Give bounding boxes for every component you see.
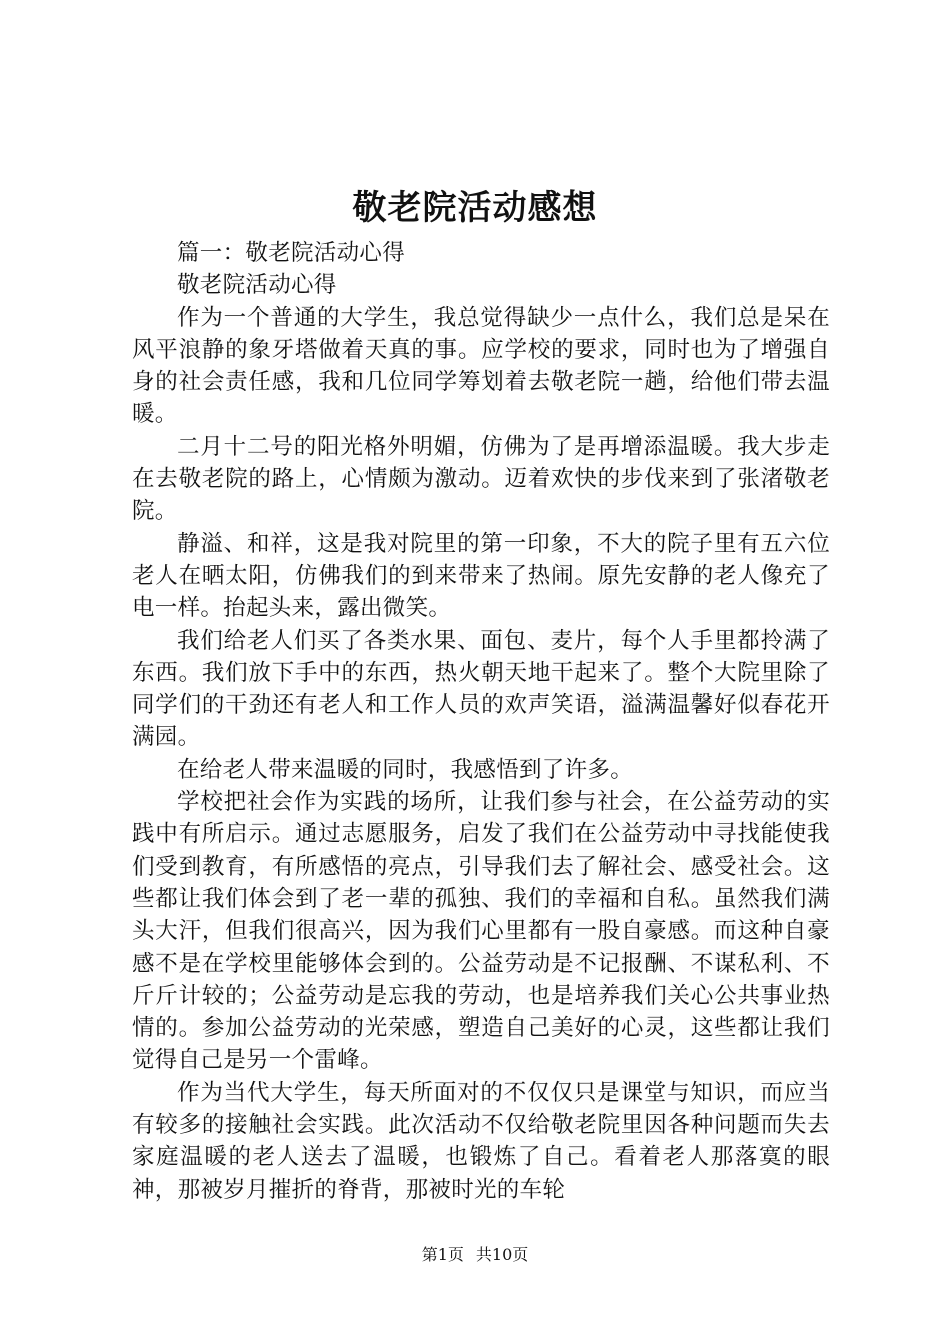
paragraph: 静溢、和祥，这是我对院里的第一印象，不大的院子里有五六位老人在晒太阳，仿佛我们的到来带来了热闹。原先安静的老人像充了电一样。抬起头来，露出微笑。 — [132, 530, 830, 622]
paragraph: 二月十二号的阳光格外明媚，仿佛为了是再增添温暖。我大步走在去敬老院的路上，心情颇为激动。迈着欢快的步伐来到了张渚敬老院。 — [132, 433, 830, 525]
paragraph: 我们给老人们买了各类水果、面包、麦片，每个人手里都拎满了东西。我们放下手中的东西，热火朝天地干起来了。整个大院里除了同学们的干劲还有老人和工作人员的欢声笑语，溢满温馨好似春花开满园。 — [132, 627, 830, 751]
paragraph: 作为一个普通的大学生，我总觉得缺少一点什么，我们总是呆在风平浪静的象牙塔做着天真的事。应学校的要求，同时也为了增强自身的社会责任感，我和几位同学筹划着去敬老院一趟，给他们带去温暖。 — [132, 304, 830, 428]
page-total: 共10页 — [475, 1245, 529, 1264]
page-footer — [0, 1244, 950, 1266]
document-body — [132, 237, 830, 1206]
paragraph: 作为当代大学生，每天所面对的不仅仅只是课堂与知识，而应当有较多的接触社会实践。此次活动不仅给敬老院里因各种问题而失去家庭温暖的老人送去了温暖，也锻炼了自己。看着老人那落寞的眼神，那被岁月摧折的脊背，那被时光的车轮 — [132, 1079, 830, 1203]
paragraph-subtitle: 敬老院活动心得 — [177, 272, 337, 299]
page-number: 第1页 — [421, 1245, 464, 1264]
document-title: 敬老院活动感想 — [352, 188, 598, 228]
paragraph: 在给老人带来温暖的同时，我感悟到了许多。 — [177, 756, 634, 783]
paragraph-section-heading: 篇一：敬老院活动心得 — [177, 240, 406, 266]
paragraph: 学校把社会作为实践的场所，让我们参与社会，在公益劳动的实践中有所启示。通过志愿服务，启发了我们在公益劳动中寻找能使我们受到教育，有所感悟的亮点，引导我们去了解社会、感受社会。这些都让我们体会到了老一辈的孤独、我们的幸福和自私。虽然我们满头大汗，但我们很高兴，因为我们心里都有一股自豪感。而这种自豪感不是在学校里能够体会到的。公益劳动是不记报酬、不谋私利、不斤斤计较的；公益劳动是忘我的劳动，也是培养我们关心公共事业热情的。参加公益劳动的光荣感，塑造自己美好的心灵，这些都让我们觉得自己是另一个雷峰。 — [132, 789, 830, 1074]
